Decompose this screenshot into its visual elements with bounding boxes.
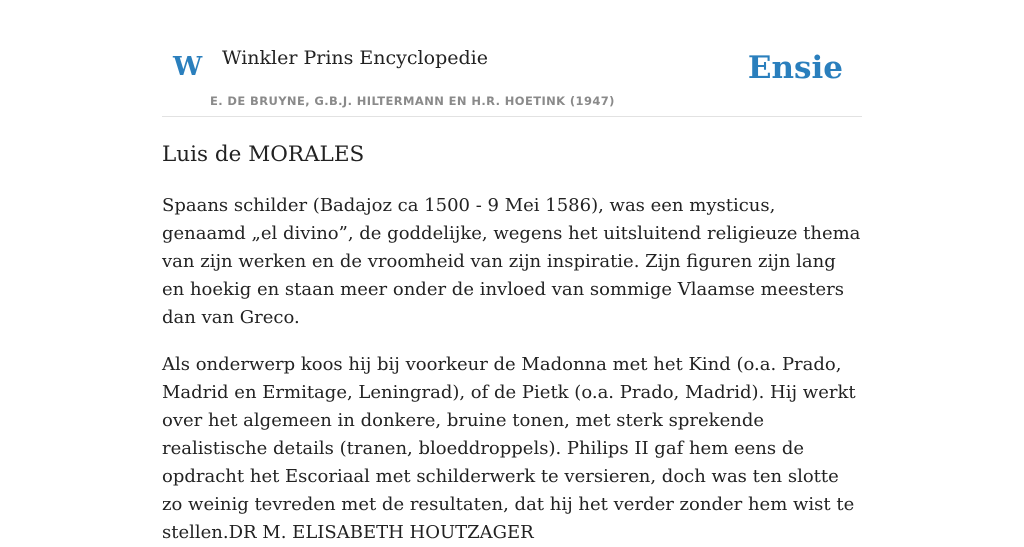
winkler-prins-logo[interactable]: W [173, 52, 203, 82]
site-title[interactable]: Winkler Prins Encyclopedie [222, 47, 488, 69]
article-paragraph: Spaans schilder (Badajoz ca 1500 - 9 Mei 1586), was een mysticus, genaamd „el divino”, de goddelijke, wegens het uitsluitend religieuze thema van zijn werken en de vroomheid van zijn inspiratie. Zijn figuren zijn lang en hoekig en staan meer onder de invloed van sommige Vlaamse meesters dan van Greco. [162, 195, 861, 328]
ensie-logo[interactable]: Ensie [747, 50, 843, 86]
article-paragraph: Als onderwerp koos hij bij voorkeur de Madonna met het Kind (o.a. Prado, Madrid en Ermitage, Leningrad), of de Pietk (o.a. Prado, Madrid). Hij werkt over het algemeen in donkere, bruine tonen, met sterk sprekende realistische details (tranen, bloeddroppels). Philips II gaf hem eens de opdracht het Escoriaal met schilderwerk te versieren, doch was ten slotte zo weinig tevreden met de resultaten, dat hij het verder zonder hem wist te stellen.DR M. ELISABETH HOUTZAGER [162, 354, 856, 543]
article [162, 138, 862, 547]
article-title: Luis de MORALES [162, 142, 365, 167]
site-header [162, 0, 862, 117]
authors-line: E. DE BRUYNE, G.B.J. HILTERMANN EN H.R. HOETINK (1947) [210, 94, 615, 108]
